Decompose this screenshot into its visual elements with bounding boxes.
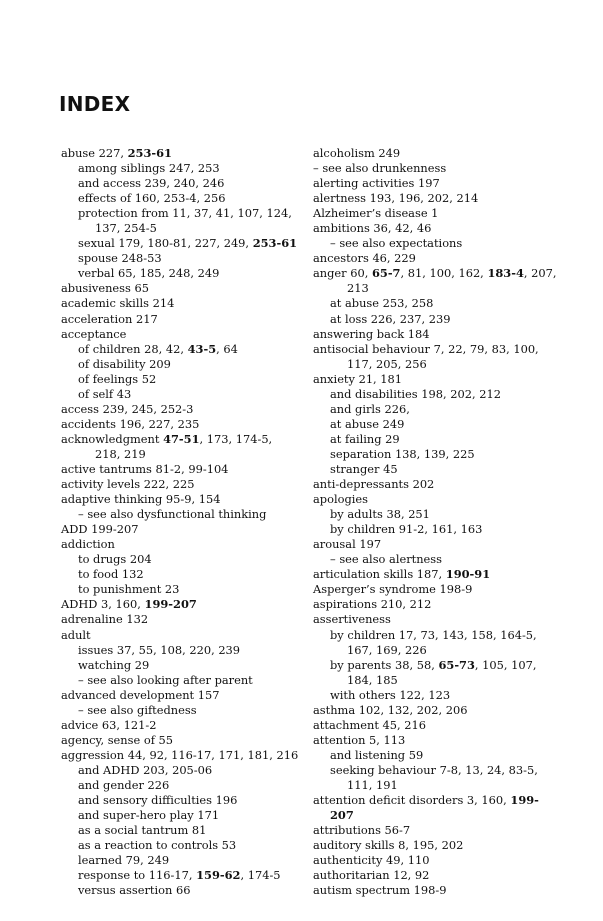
- index-entry: [61, 266, 301, 281]
- index-text: ADD 199-207: [61, 522, 139, 537]
- index-page-ref-bold: 65-73: [438, 657, 475, 672]
- index-text: 117, 205, 256: [347, 356, 427, 371]
- index-entry: [61, 327, 301, 342]
- index-text: advanced development 157: [61, 687, 220, 702]
- index-entry: [61, 597, 301, 612]
- index-entry: [313, 251, 563, 266]
- index-text: academic skills 214: [61, 296, 175, 311]
- index-entry: [313, 507, 563, 522]
- index-text: acceleration 217: [61, 311, 158, 326]
- index-entry: [313, 206, 563, 221]
- index-entry: [313, 432, 563, 447]
- index-text: and access 239, 240, 246: [78, 176, 225, 191]
- index-text: , 81, 100, 162,: [400, 266, 488, 281]
- index-page-ref-bold: 199-207: [144, 597, 197, 612]
- index-text: and super-hero play 171: [78, 808, 220, 823]
- index-entry: [61, 703, 301, 718]
- index-page-ref-bold: 207: [330, 808, 354, 823]
- index-entry: [313, 372, 563, 387]
- index-entry: [313, 236, 563, 251]
- index-text: – see also drunkenness: [313, 161, 447, 176]
- index-entry: [313, 868, 563, 883]
- index-entry: [61, 492, 301, 507]
- index-text: – see also alertness: [330, 552, 442, 567]
- index-text: spouse 248-53: [78, 251, 162, 266]
- index-text: abuse 227,: [61, 146, 128, 160]
- index-text: 167, 169, 226: [347, 642, 427, 657]
- index-entry: [313, 296, 563, 311]
- index-text: acknowledgment: [61, 431, 164, 446]
- index-text: effects of 160, 253-4, 256: [78, 191, 226, 206]
- index-page-ref-bold: 253-61: [127, 146, 172, 160]
- index-text: learned 79, 249: [78, 853, 170, 868]
- index-text: of feelings 52: [78, 371, 157, 386]
- index-text: alcoholism 249: [313, 146, 401, 160]
- index-page-ref-bold: 253-61: [252, 236, 298, 251]
- index-entry: [61, 176, 301, 191]
- index-entry: [61, 387, 301, 402]
- index-entry: [313, 748, 563, 763]
- index-text: issues 37, 55, 108, 220, 239: [78, 642, 241, 657]
- index-text: , 173, 174-5,: [199, 431, 273, 446]
- index-text: authenticity 49, 110: [313, 853, 430, 868]
- index-text: among siblings 247, 253: [78, 161, 220, 176]
- index-entry: [313, 327, 563, 342]
- index-entry: [313, 342, 563, 357]
- index-entry: [61, 402, 301, 417]
- index-entry: [61, 823, 301, 838]
- index-text: ambitions 36, 42, 46: [313, 221, 432, 236]
- index-entry: [313, 793, 563, 808]
- index-entry: [313, 191, 563, 206]
- index-entry: [313, 703, 563, 718]
- index-entry: [61, 763, 301, 778]
- index-text: at abuse 249: [330, 416, 405, 431]
- index-entry: [61, 853, 301, 868]
- index-column-right: [313, 146, 563, 898]
- index-entry: [61, 236, 301, 251]
- index-entry: [313, 582, 563, 597]
- page-title: INDEX: [59, 92, 131, 116]
- index-entry: [313, 597, 563, 612]
- index-text: with others 122, 123: [330, 687, 451, 702]
- index-entry: [313, 281, 563, 296]
- index-text: 184, 185: [347, 672, 398, 687]
- index-text: response to 116-17,: [78, 868, 197, 883]
- index-text: to drugs 204: [78, 552, 152, 567]
- index-text: attention 5, 113: [313, 732, 406, 747]
- index-text: acceptance: [61, 326, 127, 341]
- index-entry: [313, 176, 563, 191]
- index-entry: [61, 281, 301, 296]
- index-text: aggression 44, 92, 116-17, 171, 181, 216: [61, 747, 299, 762]
- index-text: to punishment 23: [78, 582, 180, 597]
- index-text: stranger 45: [330, 461, 398, 476]
- index-page-ref-bold: 47-51: [163, 431, 200, 446]
- index-text: Asperger’s syndrome 198-9: [313, 582, 473, 597]
- index-text: , 64: [216, 341, 238, 356]
- index-entry: [61, 357, 301, 372]
- index-entry: [61, 312, 301, 327]
- index-entry: [313, 266, 563, 281]
- index-entry: [313, 688, 563, 703]
- index-entry: [313, 658, 563, 673]
- index-entry: [61, 868, 301, 883]
- index-entry: [313, 612, 563, 627]
- index-text: anti-depressants 202: [313, 477, 435, 492]
- index-entry: [61, 552, 301, 567]
- index-text: as a social tantrum 81: [78, 823, 207, 838]
- index-entry: [61, 612, 301, 627]
- index-text: adaptive thinking 95-9, 154: [61, 492, 221, 507]
- index-text: answering back 184: [313, 326, 430, 341]
- index-text: 137, 254-5: [95, 221, 157, 236]
- index-entry: [313, 552, 563, 567]
- index-text: 218, 219: [95, 446, 146, 461]
- index-text: autism spectrum 198-9: [313, 883, 447, 898]
- index-entry: [313, 161, 563, 176]
- index-entry: [313, 387, 563, 402]
- index-entry: [61, 462, 301, 477]
- index-text: auditory skills 8, 195, 202: [313, 838, 464, 853]
- index-text: watching 29: [78, 657, 150, 672]
- index-text: activity levels 222, 225: [61, 477, 195, 492]
- index-entry: [313, 522, 563, 537]
- index-entry: [313, 853, 563, 868]
- index-entry: [313, 357, 563, 372]
- index-entry: [61, 537, 301, 552]
- index-text: at abuse 253, 258: [330, 296, 434, 311]
- index-entry: [313, 823, 563, 838]
- index-entry: [61, 733, 301, 748]
- index-text: agency, sense of 55: [61, 732, 174, 747]
- index-text: by adults 38, 251: [330, 507, 430, 522]
- index-page-ref-bold: 65-7: [371, 266, 401, 281]
- index-text: – see also giftedness: [78, 702, 197, 717]
- index-page-ref-bold: 43-5: [187, 341, 217, 356]
- index-entry: [313, 221, 563, 236]
- index-entry: [61, 221, 301, 236]
- index-text: apologies: [313, 492, 368, 507]
- index-text: ADHD 3, 160,: [61, 597, 145, 612]
- index-entry: [61, 567, 301, 582]
- index-entry: [61, 582, 301, 597]
- index-text: anxiety 21, 181: [313, 371, 403, 386]
- index-entry: [313, 778, 563, 793]
- index-text: active tantrums 81-2, 99-104: [61, 461, 229, 476]
- index-entry: [61, 748, 301, 763]
- index-entry: [61, 251, 301, 266]
- index-text: of disability 209: [78, 356, 171, 371]
- index-text: by parents 38, 58,: [330, 657, 439, 672]
- index-text: alertness 193, 196, 202, 214: [313, 191, 479, 206]
- index-entry: [61, 342, 301, 357]
- index-entry: [61, 161, 301, 176]
- index-text: attributions 56-7: [313, 823, 411, 838]
- index-entry: [313, 402, 563, 417]
- index-text: aspirations 210, 212: [313, 597, 432, 612]
- index-text: versus assertion 66: [78, 883, 191, 898]
- index-text: to food 132: [78, 567, 144, 582]
- index-text: and disabilities 198, 202, 212: [330, 386, 501, 401]
- index-text: authoritarian 12, 92: [313, 868, 430, 883]
- index-text: 111, 191: [347, 777, 398, 792]
- index-text: separation 138, 139, 225: [330, 446, 475, 461]
- index-text: of self 43: [78, 386, 132, 401]
- index-entry: [313, 537, 563, 552]
- index-entry: [61, 688, 301, 703]
- index-text: by children 17, 73, 143, 158, 164-5,: [330, 627, 537, 642]
- index-entry: [313, 838, 563, 853]
- index-text: , 174-5: [240, 868, 281, 883]
- index-text: and girls 226,: [330, 401, 410, 416]
- index-text: ancestors 46, 229: [313, 251, 416, 266]
- index-entry: [61, 838, 301, 853]
- index-text: asthma 102, 132, 202, 206: [313, 702, 468, 717]
- index-entry: [61, 643, 301, 658]
- index-text: access 239, 245, 252-3: [61, 401, 194, 416]
- index-text: attention deficit disorders 3, 160,: [313, 793, 511, 808]
- index-entry: [61, 718, 301, 733]
- index-entry: [313, 628, 563, 643]
- index-text: and listening 59: [330, 747, 424, 762]
- index-entry: [313, 673, 563, 688]
- index-page-ref-bold: 190-91: [445, 567, 491, 582]
- index-text: verbal 65, 185, 248, 249: [78, 266, 220, 281]
- index-entry: [61, 778, 301, 793]
- index-entry: [61, 673, 301, 688]
- index-entry: [61, 206, 301, 221]
- index-text: arousal 197: [313, 537, 382, 552]
- index-entry: [61, 372, 301, 387]
- index-entry: [313, 883, 563, 898]
- index-entry: [313, 763, 563, 778]
- index-entry: [313, 492, 563, 507]
- index-entry: [313, 718, 563, 733]
- index-text: attachment 45, 216: [313, 717, 427, 732]
- index-text: of children 28, 42,: [78, 341, 188, 356]
- index-text: seeking behaviour 7-8, 13, 24, 83-5,: [330, 762, 538, 777]
- index-entry: [61, 793, 301, 808]
- index-column-left: [61, 146, 301, 898]
- index-entry: [61, 808, 301, 823]
- index-text: abusiveness 65: [61, 281, 149, 296]
- index-entry: [61, 146, 301, 161]
- index-text: and sensory difficulties 196: [78, 793, 238, 808]
- index-text: anger 60,: [313, 266, 372, 281]
- index-entry: [313, 477, 563, 492]
- index-text: adrenaline 132: [61, 612, 149, 627]
- index-page-ref-bold: 183-4: [487, 266, 524, 281]
- index-text: at loss 226, 237, 239: [330, 311, 451, 326]
- index-text: and gender 226: [78, 777, 170, 792]
- index-page-ref-bold: 199-: [510, 793, 539, 808]
- index-text: antisocial behaviour 7, 22, 79, 83, 100,: [313, 341, 539, 356]
- index-entry: [313, 312, 563, 327]
- index-entry: [61, 628, 301, 643]
- index-entry: [61, 883, 301, 898]
- index-entry: [61, 507, 301, 522]
- index-page-ref-bold: 159-62: [196, 868, 241, 883]
- index-text: Alzheimer’s disease 1: [313, 206, 439, 221]
- index-text: – see also dysfunctional thinking: [78, 507, 267, 522]
- index-entry: [61, 447, 301, 462]
- index-entry: [313, 567, 563, 582]
- index-text: protection from 11, 37, 41, 107, 124,: [78, 206, 292, 221]
- index-entry: [313, 808, 563, 823]
- index-entry: [61, 477, 301, 492]
- index-entry: [313, 146, 563, 161]
- index-entry: [61, 658, 301, 673]
- index-text: and ADHD 203, 205-06: [78, 762, 213, 777]
- index-text: – see also looking after parent: [78, 672, 253, 687]
- index-text: by children 91-2, 161, 163: [330, 522, 483, 537]
- index-entry: [313, 447, 563, 462]
- index-text: alerting activities 197: [313, 176, 440, 191]
- index-entry: [61, 522, 301, 537]
- index-text: articulation skills 187,: [313, 567, 446, 582]
- index-entry: [313, 417, 563, 432]
- index-entry: [61, 296, 301, 311]
- index-text: adult: [61, 627, 91, 642]
- index-text: addiction: [61, 537, 115, 552]
- index-entry: [61, 417, 301, 432]
- index-text: , 207,: [523, 266, 557, 281]
- index-entry: [61, 191, 301, 206]
- index-entry: [313, 643, 563, 658]
- index-text: , 105, 107,: [474, 657, 537, 672]
- index-entry: [313, 733, 563, 748]
- index-text: – see also expectations: [330, 236, 463, 251]
- index-text: advice 63, 121-2: [61, 717, 157, 732]
- index-entry: [61, 432, 301, 447]
- index-text: assertiveness: [313, 612, 391, 627]
- index-entry: [313, 462, 563, 477]
- index-text: 213: [347, 281, 369, 296]
- index-text: sexual 179, 180-81, 227, 249,: [78, 236, 253, 251]
- index-text: accidents 196, 227, 235: [61, 416, 200, 431]
- index-text: at failing 29: [330, 431, 400, 446]
- index-text: as a reaction to controls 53: [78, 838, 237, 853]
